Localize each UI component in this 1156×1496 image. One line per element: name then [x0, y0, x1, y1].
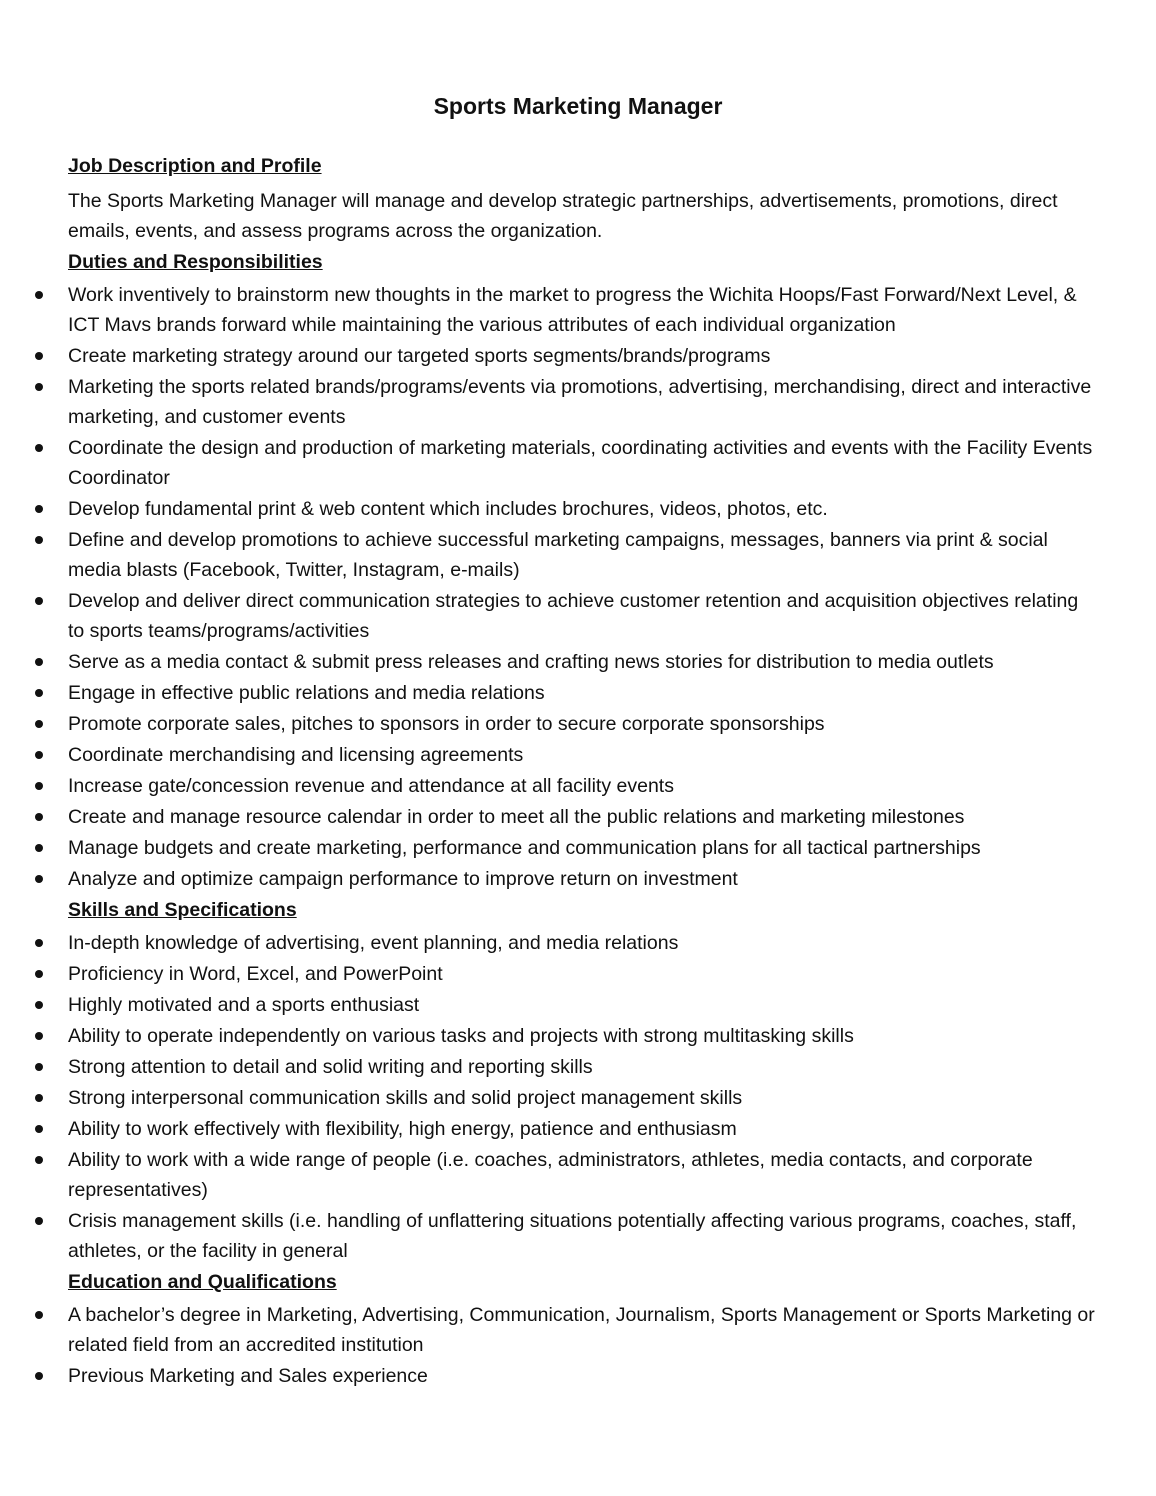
list-item-text: Develop and deliver direct communication strategies to achieve customer retention and acquisition objectives relating to sports teams/programs/activities — [68, 590, 1079, 642]
section-paragraph: The Sports Marketing Manager will manage and develop strategic partnerships, advertisements, promotions, direct emails, events, and assess programs across the organization. — [68, 190, 1058, 242]
duties-list — [68, 280, 1098, 894]
list-item-text: Highly motivated and a sports enthusiast — [68, 994, 420, 1016]
bullet-icon — [33, 372, 47, 402]
skills-list — [68, 928, 1098, 1266]
list-item-text: Crisis management skills (i.e. handling of unflattering situations potentially affecting various programs, coaches, staff, athletes, or the facility in general — [68, 1210, 1077, 1262]
section-job-description — [68, 152, 1098, 246]
list-item — [68, 525, 1098, 585]
list-item-text: Coordinate the design and production of marketing materials, coordinating activities and events with the Facility Events Coordinator — [68, 437, 1093, 489]
list-item — [68, 1021, 1098, 1051]
bullet-icon — [33, 341, 47, 371]
list-item — [68, 990, 1098, 1020]
bullet-icon — [33, 1114, 47, 1144]
bullet-icon — [33, 1021, 47, 1051]
list-item — [68, 372, 1098, 432]
list-item — [68, 341, 1098, 371]
bullet-icon — [33, 833, 47, 863]
list-item-text: Define and develop promotions to achieve successful marketing campaigns, messages, banners via print & social media blasts (Facebook, Twitter, Instagram, e-mails) — [68, 529, 1048, 581]
list-item-text: Increase gate/concession revenue and attendance at all facility events — [68, 775, 674, 797]
list-item — [68, 1145, 1098, 1205]
list-item — [68, 802, 1098, 832]
list-item-text: Develop fundamental print & web content which includes brochures, videos, photos, etc. — [68, 498, 828, 520]
list-item — [68, 833, 1098, 863]
list-item-text: Analyze and optimize campaign performance to improve return on investment — [68, 868, 738, 890]
list-item — [68, 647, 1098, 677]
bullet-icon — [33, 928, 47, 958]
bullet-icon — [33, 1052, 47, 1082]
list-item — [68, 433, 1098, 493]
bullet-icon — [33, 433, 47, 463]
section-education — [68, 1268, 1098, 1391]
bullet-icon — [33, 1206, 47, 1236]
bullet-icon — [33, 280, 47, 310]
list-item-text: Ability to work with a wide range of people (i.e. coaches, administrators, athletes, media contacts, and corporate representatives) — [68, 1149, 1033, 1201]
list-item-text: Manage budgets and create marketing, performance and communication plans for all tactical partnerships — [68, 837, 981, 859]
list-item — [68, 1114, 1098, 1144]
bullet-icon — [33, 959, 47, 989]
list-item — [68, 740, 1098, 770]
bullet-icon — [33, 586, 47, 616]
list-item-text: Ability to operate independently on various tasks and projects with strong multitasking skills — [68, 1025, 854, 1047]
list-item-text: Strong interpersonal communication skills and solid project management skills — [68, 1087, 743, 1109]
list-item-text: Coordinate merchandising and licensing agreements — [68, 744, 524, 766]
bullet-icon — [33, 1083, 47, 1113]
list-item — [68, 280, 1098, 340]
list-item-text: Work inventively to brainstorm new thoughts in the market to progress the Wichita Hoops/Fast Forward/Next Level, & ICT Mavs brands forward while maintaining the various attributes of each individual organization — [68, 284, 1077, 336]
list-item-text: Proficiency in Word, Excel, and PowerPoint — [68, 963, 443, 985]
document-body — [68, 152, 1098, 1393]
list-item — [68, 1206, 1098, 1266]
bullet-icon — [33, 709, 47, 739]
list-item — [68, 586, 1098, 646]
list-item-text: In-depth knowledge of advertising, event planning, and media relations — [68, 932, 679, 954]
bullet-icon — [33, 864, 47, 894]
bullet-icon — [33, 990, 47, 1020]
section-duties — [68, 248, 1098, 894]
list-item-text: Create marketing strategy around our targeted sports segments/brands/programs — [68, 345, 771, 367]
bullet-icon — [33, 740, 47, 770]
bullet-icon — [33, 647, 47, 677]
bullet-icon — [33, 1300, 47, 1330]
bullet-icon — [33, 1145, 47, 1175]
list-item-text: Engage in effective public relations and media relations — [68, 682, 545, 704]
list-item-text: Ability to work effectively with flexibility, high energy, patience and enthusiasm — [68, 1118, 737, 1140]
list-item — [68, 494, 1098, 524]
list-item — [68, 864, 1098, 894]
section-heading: Job Description and Profile — [68, 155, 322, 177]
list-item-text: Promote corporate sales, pitches to sponsors in order to secure corporate sponsorships — [68, 713, 825, 735]
list-item — [68, 678, 1098, 708]
bullet-icon — [33, 525, 47, 555]
section-heading: Education and Qualifications — [68, 1271, 337, 1293]
list-item-text: Previous Marketing and Sales experience — [68, 1365, 428, 1387]
bullet-icon — [33, 771, 47, 801]
bullet-icon — [33, 678, 47, 708]
list-item — [68, 1083, 1098, 1113]
bullet-icon — [33, 494, 47, 524]
list-item — [68, 709, 1098, 739]
list-item-text: Marketing the sports related brands/programs/events via promotions, advertising, merchandising, direct and interactive marketing, and customer events — [68, 376, 1092, 428]
bullet-icon — [33, 1361, 47, 1391]
list-item-text: Create and manage resource calendar in order to meet all the public relations and marketing milestones — [68, 806, 965, 828]
list-item — [68, 1052, 1098, 1082]
list-item-text: Strong attention to detail and solid writing and reporting skills — [68, 1056, 593, 1078]
education-list — [68, 1300, 1098, 1391]
document-title: Sports Marketing Manager — [433, 93, 723, 120]
list-item-text: A bachelor’s degree in Marketing, Advertising, Communication, Journalism, Sports Management or Sports Marketing or related field from an accredited institution — [68, 1304, 1095, 1356]
list-item-text: Serve as a media contact & submit press releases and crafting news stories for distribution to media outlets — [68, 651, 994, 673]
list-item — [68, 1361, 1098, 1391]
list-item — [68, 771, 1098, 801]
list-item — [68, 959, 1098, 989]
section-heading: Duties and Responsibilities — [68, 251, 323, 273]
section-skills — [68, 896, 1098, 1266]
section-heading: Skills and Specifications — [68, 899, 297, 921]
list-item — [68, 928, 1098, 958]
bullet-icon — [33, 802, 47, 832]
list-item — [68, 1300, 1098, 1360]
